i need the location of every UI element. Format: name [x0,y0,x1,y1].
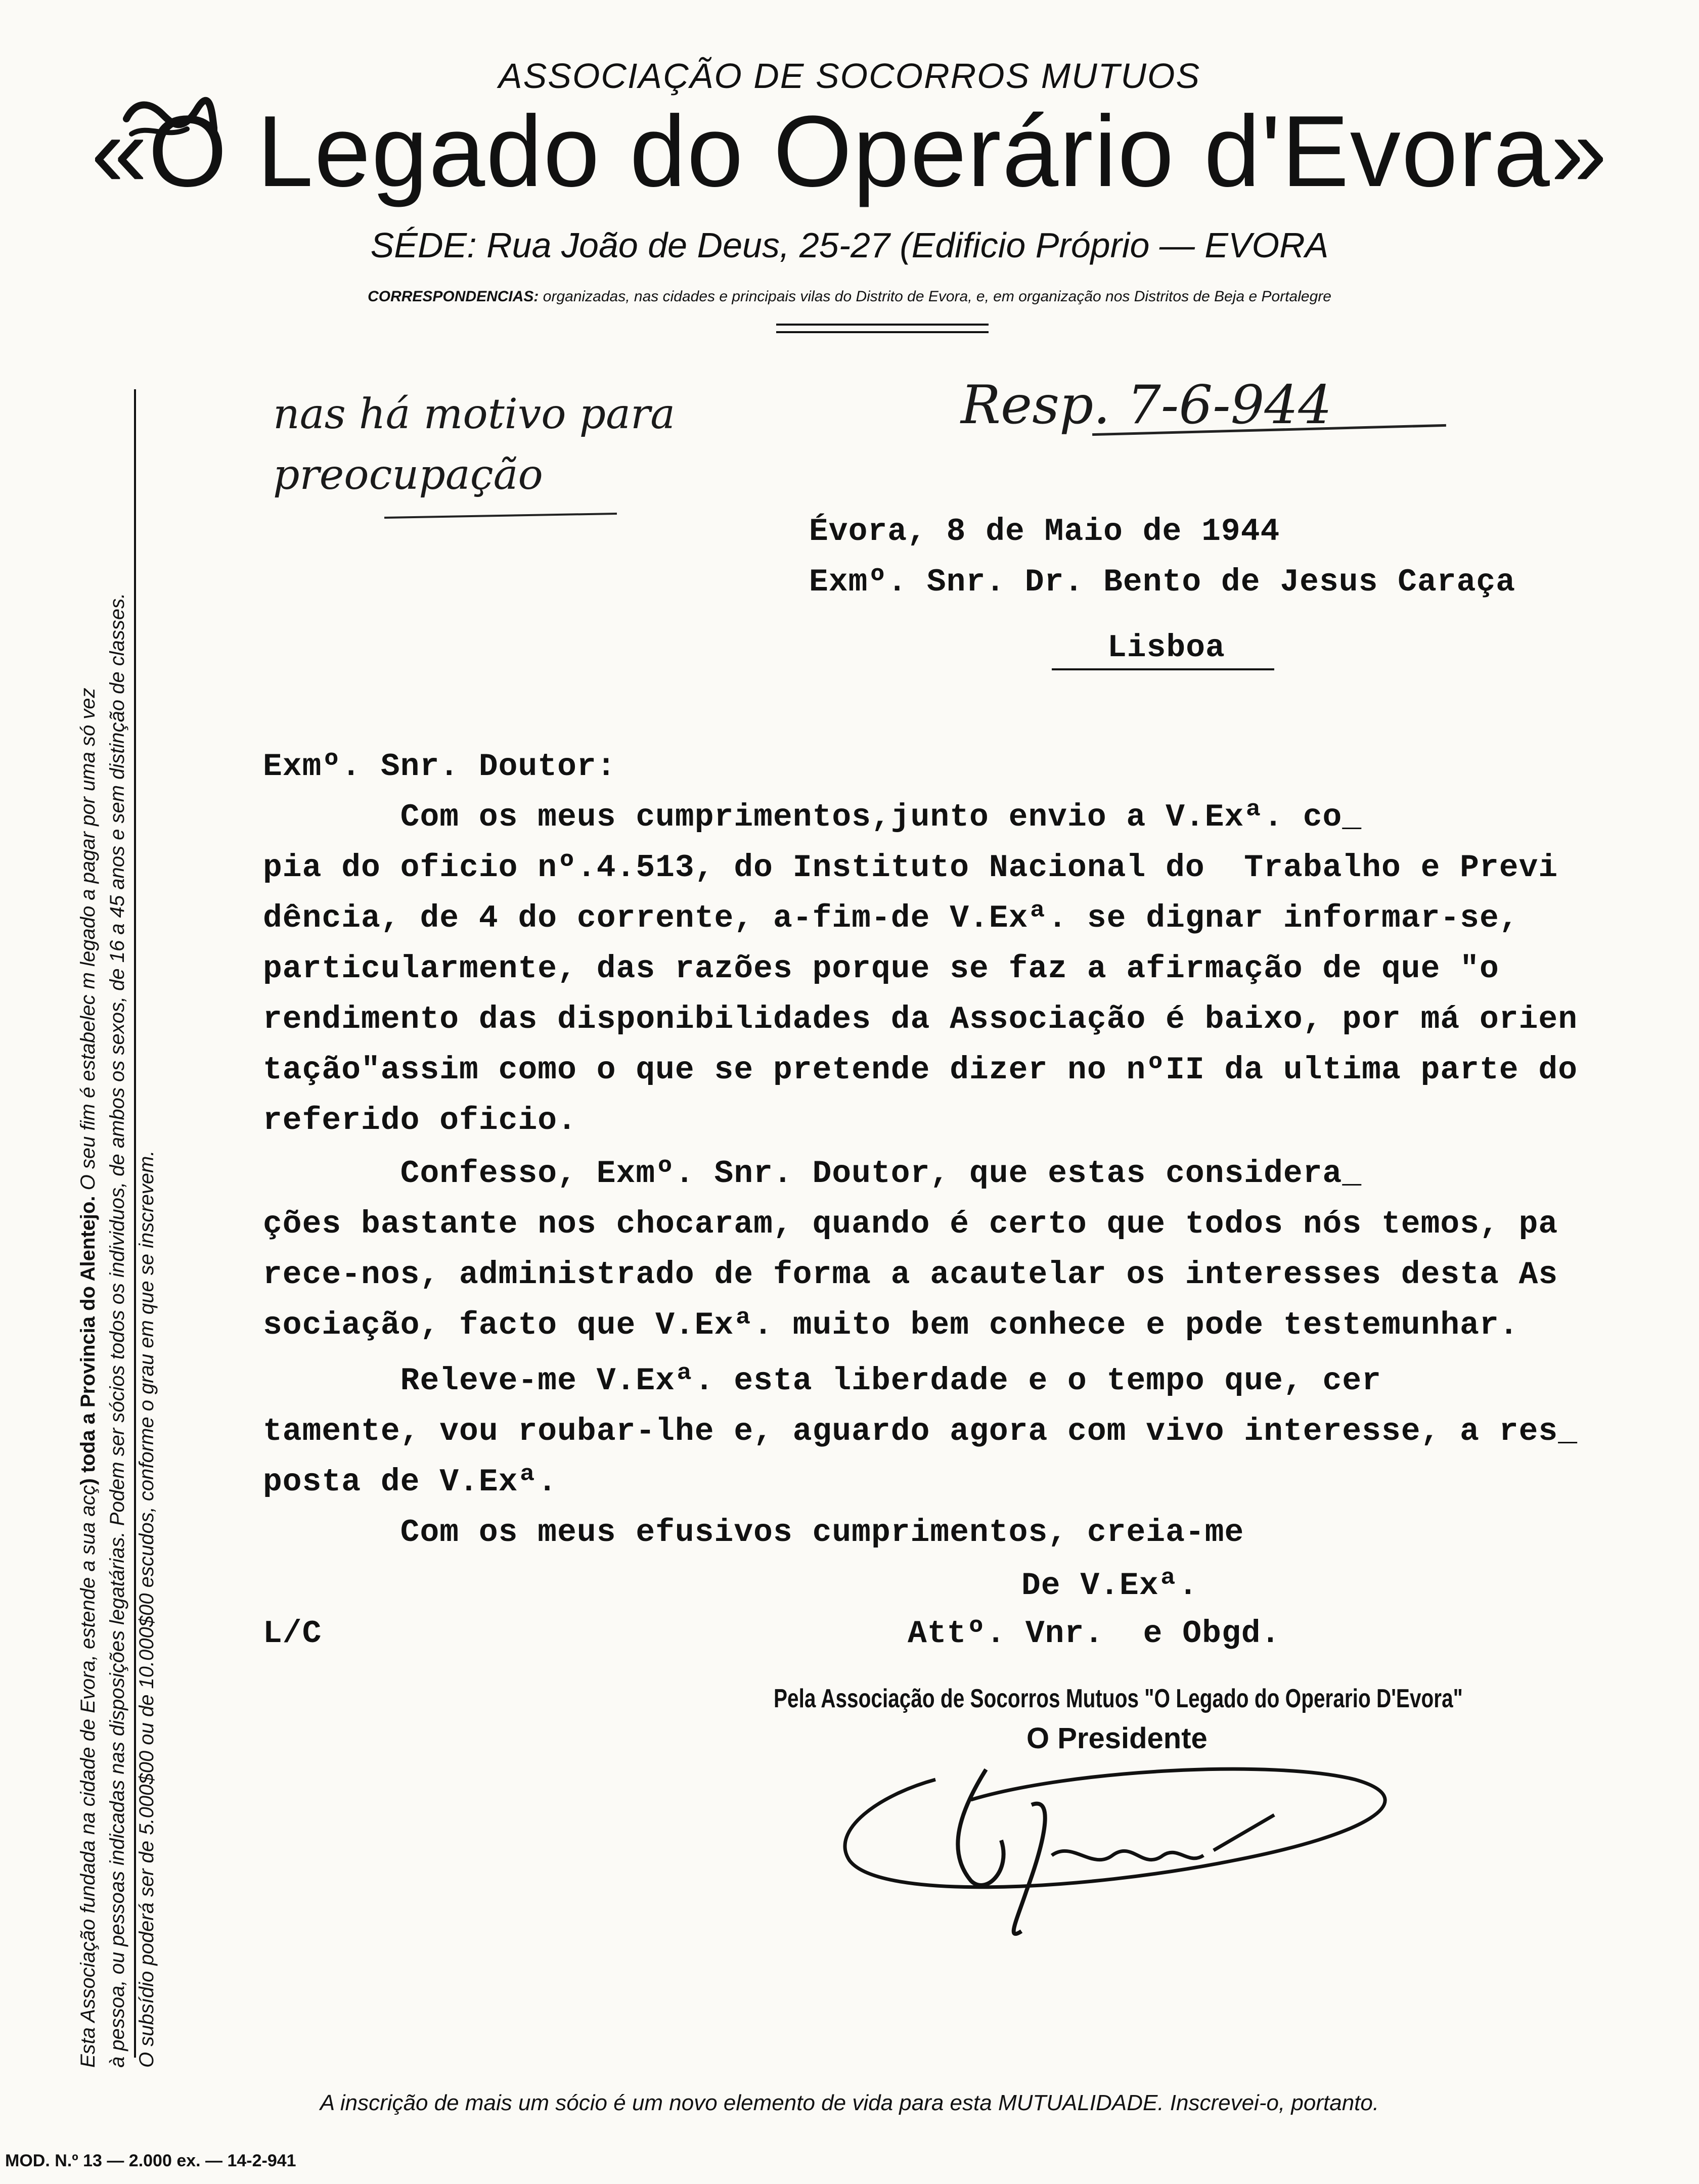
handwritten-response-date: Resp. 7-6-944 [961,374,1332,436]
association-stamp: Pela Associação de Socorros Mutuos "O Legado do Operario D'Evora" [774,1684,1463,1713]
president-label: O Presidente [1026,1722,1208,1755]
margin-statutes-text [73,399,161,2068]
body-line: particularmente, das razões porque se faz a afirmação de que "o [263,951,1499,987]
body-line: posta de V.Exª. [263,1464,558,1500]
handwritten-note-line-1: nas há motivo para [273,390,676,438]
header-divider-bottom [776,331,989,333]
association-heading: ASSOCIAÇÃO DE SOCORROS MUTUOS [498,56,1201,96]
margin-line-1 [73,399,103,2068]
margin-text-a: Esta Associação fundada na cidade de Evora, estende a sua acç [77,1485,99,2068]
reference-initials: L/C [263,1616,322,1652]
correspondence-label: CORRESPONDENCIAS: [368,288,539,305]
margin-line-3: O subsídio poderá ser de 5.000$00 ou de 10.000$00 escudos, conforme o grau em que se inscrevem. [136,1150,158,2068]
margin-text-b: O seu fim é estabelec [77,994,99,1196]
margin-line-2: à pessoa, ou pessoas indicadas nas disposições legatárias. Podem ser sócios todos os individuos, de ambos os sexos, de 16 a 45 anos e sem distinção de classes. [106,593,128,2068]
handwritten-note-line-2: preocupação [273,451,543,499]
handwritten-signature-icon [819,1739,1477,1962]
association-name-title: «O Legado do Operário d'Evora» [91,95,1608,208]
form-model-number: MOD. N.º 13 — 2.000 ex. — 14-2-941 [5,2151,296,2170]
body-line: rece-nos, administrado de forma a acautelar os interesses desta As [263,1257,1558,1293]
body-line: dência, de 4 do corrente, a-fim-de V.Exª. se dignar informar-se, [263,900,1519,936]
footer-motto: A inscrição de mais um sócio é um novo elemento de vida para esta MUTUALIDADE. Inscrevei-o, portanto. [320,2090,1379,2115]
correspondence-line [0,288,1699,305]
body-line: ções bastante nos chocaram, quando é certo que todos nós temos, pa [263,1206,1558,1242]
handwritten-underline [384,513,617,519]
body-line: tação"assim como o que se pretende dizer no nºII da ultima parte do [263,1052,1578,1088]
header-divider-top [776,324,989,326]
margin-text-c: m legado a pagar por uma só vez [77,688,99,995]
handwritten-note [273,384,880,506]
letter-city: Lisboa [1107,630,1225,666]
body-line: tamente, vou roubar-lhe e, aguardo agora com vivo interesse, a res_ [263,1414,1578,1449]
body-line: Releve-me V.Exª. esta liberdade e o tempo que, cer [263,1363,1381,1399]
letter-addressee: Exmº. Snr. Dr. Bento de Jesus Caraça [809,564,1516,600]
body-line: sociação, facto que V.Exª. muito bem conhece e pode testemunhar. [263,1307,1519,1343]
body-line: Confesso, Exmº. Snr. Doutor, que estas considera_ [263,1156,1362,1192]
headquarters-address: SÉDE: Rua João de Deus, 25-27 (Edificio Próprio — EVORA [370,225,1329,265]
letter-salutation: Exmº. Snr. Doutor: [263,749,616,785]
closing-line: Com os meus efusivos cumprimentos, creia-me [263,1515,1244,1551]
body-line: rendimento das disponibilidades da Associação é baixo, por má orien [263,1002,1578,1037]
letter-date: Évora, 8 de Maio de 1944 [809,514,1280,550]
body-line: pia do oficio nº.4.513, do Instituto Nacional do Trabalho e Previ [263,850,1558,886]
correspondence-text: organizadas, nas cidades e principais vilas do Distrito de Evora, e, em organização nos Distritos de Beja e Portalegre [539,288,1331,305]
city-underline [1052,668,1274,670]
closing-de-vexa: De V.Exª. [1021,1568,1198,1604]
body-line: Com os meus cumprimentos,junto envio a V.Exª. co_ [263,799,1362,835]
closing-regards: Attº. Vnr. e Obgd. [908,1616,1281,1652]
margin-text-bold: ) toda a Provincia do Alentejo. [77,1196,99,1485]
body-line: referido oficio. [263,1103,577,1139]
